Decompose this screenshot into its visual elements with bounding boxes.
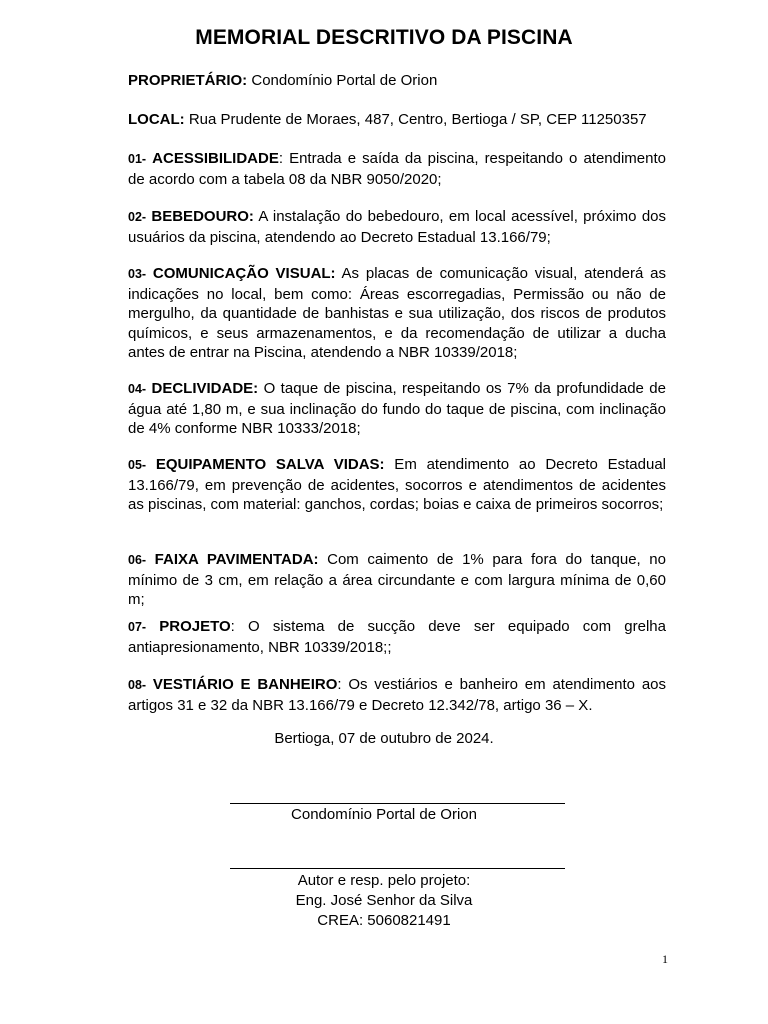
signature-line-2 xyxy=(230,868,565,869)
item-heading: FAIXA PAVIMENTADA: xyxy=(154,551,319,568)
item-heading: ACESSIBILIDADE xyxy=(152,150,279,167)
signature-1-name: Condomínio Portal de Orion xyxy=(291,806,477,823)
item-text: As placas de comunicação visual, atenderá as indicações no local, bem como: Áreas escorregadias, Permissão ou não de mergulho, da quantidade de banhistas e sua utilização, dos riscos de produtos químicos, e seus armazenamentos, e da recomendação de utilizar a ducha antes de entrar na Piscina, atendendo a NBR 10339/2018; xyxy=(128,265,666,361)
item-text: Entrada e saída da piscina, respeitando o atendimento de acordo com a tabela 08 da NBR 9050/2020; xyxy=(128,150,667,188)
item-number: 05- xyxy=(128,458,147,472)
item-number: 02- xyxy=(128,210,147,224)
page-number: 1 xyxy=(662,952,668,966)
signature-2-name: Eng. José Senhor da Silva xyxy=(295,892,473,909)
item-locker-room xyxy=(128,675,666,715)
location-value: Rua Prudente de Moraes, 487, Centro, Bertioga / SP, CEP 11250357 xyxy=(184,111,647,128)
owner-line xyxy=(128,71,666,91)
item-visual-communication xyxy=(128,264,666,363)
item-number: 06- xyxy=(128,553,147,567)
item-lifesaving-equipment xyxy=(128,455,666,515)
item-heading: COMUNICAÇÃO VISUAL: xyxy=(152,265,336,282)
item-text: O taque de piscina, respeitando os 7% da profundidade de água até 1,80 m, e sua inclinação do fundo do taque de piscina, com inclinação de 4% conforme NBR 10333/2018; xyxy=(128,380,666,437)
item-heading: EQUIPAMENTO SALVA VIDAS: xyxy=(155,456,385,473)
signature-line-1 xyxy=(230,803,565,804)
signature-2-role: Autor e resp. pelo projeto: xyxy=(297,872,471,889)
item-heading: VESTIÁRIO E BANHEIRO xyxy=(152,676,338,693)
owner-label: PROPRIETÁRIO: xyxy=(128,72,248,89)
owner-value: Condomínio Portal de Orion xyxy=(247,72,438,89)
item-drinking-fountain xyxy=(128,207,666,247)
item-number: 01- xyxy=(128,152,147,166)
item-text: O sistema de sucção deve ser equipado com grelha antiapresionamento, NBR 10339/2018;; xyxy=(128,618,666,656)
location-label: LOCAL: xyxy=(128,111,185,128)
item-number: 07- xyxy=(128,620,147,634)
item-separator: : xyxy=(230,618,235,635)
signature-2-registration: CREA: 5060821491 xyxy=(317,912,451,929)
item-slope xyxy=(128,379,666,439)
item-number: 08- xyxy=(128,678,147,692)
item-text: Com caimento de 1% para fora do tanque, no mínimo de 3 cm, em relação a área circundante e com largura mínima de 0,60 m; xyxy=(128,551,666,608)
item-text: Em atendimento ao Decreto Estadual 13.166/79, em prevenção de acidentes, socorros e atendimentos de acidentes as piscinas, com material: ganchos, cordas; boias e caixa de primeiros socorros; xyxy=(128,456,666,513)
item-number: 03- xyxy=(128,267,147,281)
item-heading: PROJETO xyxy=(159,618,231,635)
date-line: Bertioga, 07 de outubro de 2024. xyxy=(274,730,494,747)
item-number: 04- xyxy=(128,382,147,396)
item-separator: : xyxy=(337,676,342,693)
item-project xyxy=(128,617,666,657)
item-accessibility xyxy=(128,149,666,189)
item-separator: : xyxy=(278,150,284,167)
item-text: A instalação do bebedouro, em local acessível, próximo dos usuários da piscina, atendendo ao Decreto Estadual 13.166/79; xyxy=(128,208,667,246)
document-title: MEMORIAL DESCRITIVO DA PISCINA xyxy=(195,26,573,49)
item-text: Os vestiários e banheiro em atendimento aos artigos 31 e 32 da NBR 13.166/79 e Decreto 12.342/78, artigo 36 – X. xyxy=(128,676,667,714)
item-heading: BEBEDOURO: xyxy=(151,208,254,225)
item-heading: DECLIVIDADE: xyxy=(151,380,259,397)
item-paved-strip xyxy=(128,550,666,610)
location-line xyxy=(128,110,666,130)
